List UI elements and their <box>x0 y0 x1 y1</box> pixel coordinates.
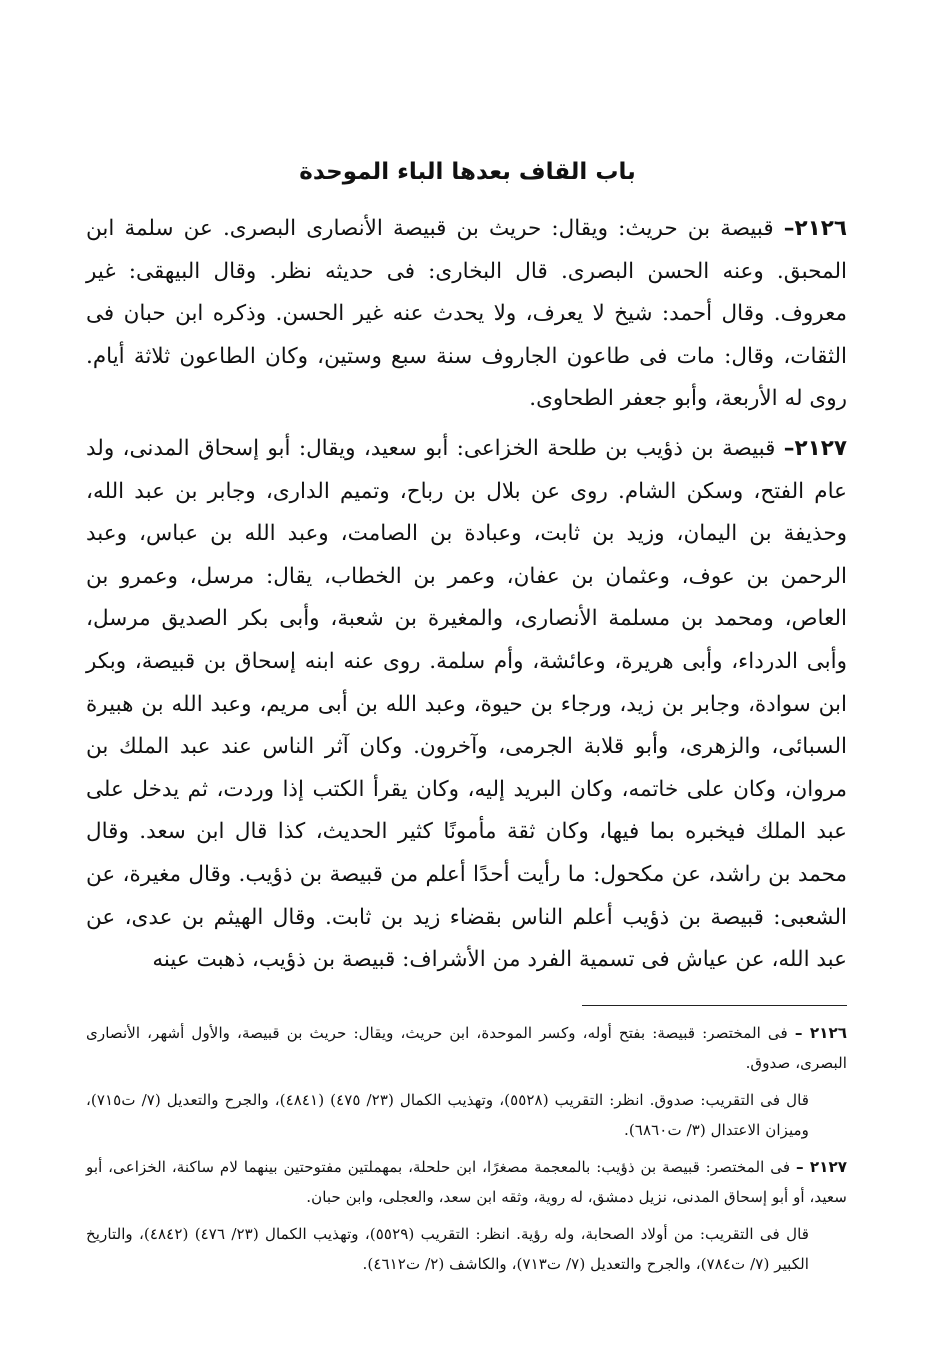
footnote-text: فى المختصر: قبيصة: بفتح أوله، وكسر الموحدة، ابن حريث، ويقال: حريث بن قبيصة، والأول أشهر، الأنصارى البصرى، صدوق. <box>86 1024 847 1072</box>
entry-text: قبيصة بن ذؤيب بن طلحة الخزاعى: أبو سعيد، ويقال: أبو إسحاق المدنى، ولد عام الفتح، وسكن الشام. روى عن بلال بن رباح، وتميم الدارى، وجابر بن عبد الله، وحذيفة بن اليمان، وزيد بن ثابت، وعبادة بن الصامت، وعبد الله بن عباس، وعبد الرحمن بن عوف، وعثمان بن عفان، وعمر بن الخطاب، يقال: مرسل، وعمرو بن العاص، ومحمد بن مسلمة الأنصارى، والمغيرة بن شعبة، وأبى بكر الصديق مرسل، وأبى الدرداء، وأبى هريرة، وعائشة، وأم سلمة. روى عنه ابنه إسحاق بن قبيصة، وبكر ابن سوادة، وجابر بن زيد، ورجاء بن حيوة، وعبد الله بن أبى مريم، وعبد الله بن هبيرة السبائى، والزهرى، وأبو قلابة الجرمى، وآخرون. وكان آثر الناس عند عبد الملك بن مروان، وكان على خاتمه، وكان البريد إليه، وكان يقرأ الكتب إذا وردت، ثم يدخل على عبد الملك فيخبره بما فيها، وكان ثقة مأمونًا كثير الحديث، كذا قال ابن سعد. وقال محمد بن راشد، عن مكحول: ما رأيت أحدًا أعلم من قبيصة بن ذؤيب. وقال مغيرة، عن الشعبى: قبيصة بن ذؤيب أعلم الناس بقضاء زيد بن ثابت. وقال الهيثم بن عدى، عن عبد الله، عن عياش فى تسمية الفرد من الأشراف: قبيصة بن ذؤيب، ذهبت عينه <box>86 435 847 973</box>
chapter-title: باب القاف بعدها الباء الموحدة <box>299 159 636 185</box>
entry-number: ٢١٢٧– <box>783 435 847 461</box>
footnote-text: قال فى التقريب: من أولاد الصحابة، وله رؤية. انظر: التقريب (٥٥٢٩)، وتهذيب الكمال (٢٣/ ٤٧٦) (٤٨٤٢)، والتاريخ الكبير (٧/ ت٧٨٤)، والجرح والتعديل (٧/ ت٧١٣)، والكاشف (٢/ ت٤٦١٢). <box>86 1225 809 1273</box>
main-text <box>86 208 847 982</box>
footnote-2127 <box>86 1152 847 1212</box>
entry-2127 <box>86 428 847 982</box>
footnote-number: ٢١٢٧ – <box>796 1158 847 1176</box>
footnotes <box>86 1018 847 1279</box>
footnote-text: فى المختصر: قبيصة بن ذؤيب: بالمعجمة مصغرًا، ابن حلحلة، بمهملتين مفتوحتين بينهما لام ساكنة، الخزاعى، أبو سعيد، أو أبو إسحاق المدنى، نزيل دمشق، له روية، وثقه ابن سعد، والعجلى، وابن حبان. <box>86 1158 847 1206</box>
footnote-number: ٢١٢٦ – <box>794 1024 847 1042</box>
entry-text: قبيصة بن حريث: ويقال: حريث بن قبيصة الأنصارى البصرى. عن سلمة ابن المحبق. وعنه الحسن البصرى. قال البخارى: فى حديثه نظر. وقال البيهقى: غير معروف. وقال أحمد: شيخ لا يعرف، ولا يحدث عنه غير الحسن. وذكره ابن حبان فى الثقات، وقال: مات فى طاعون الجاروف سنة سبع وستين، وكان الطاعون ثلاثة أيام. روى له الأربعة، وأبو جعفر الطحاوى. <box>86 216 847 412</box>
footnote-2126-taqrib <box>86 1085 847 1145</box>
footnote-text: قال فى التقريب: صدوق. انظر: التقريب (٥٥٢٨)، وتهذيب الكمال (٢٣/ ٤٧٥) (٤٨٤١)، والجرح والتعديل (٧/ ت٧١٥)، وميزان الاعتدال (٣/ ت٦٨٦٠). <box>86 1091 809 1139</box>
footnote-2126 <box>86 1018 847 1078</box>
footnote-2127-taqrib <box>86 1219 847 1279</box>
entry-2126 <box>86 208 847 421</box>
entry-number: ٢١٢٦– <box>783 216 847 241</box>
footnote-divider <box>582 1005 847 1006</box>
